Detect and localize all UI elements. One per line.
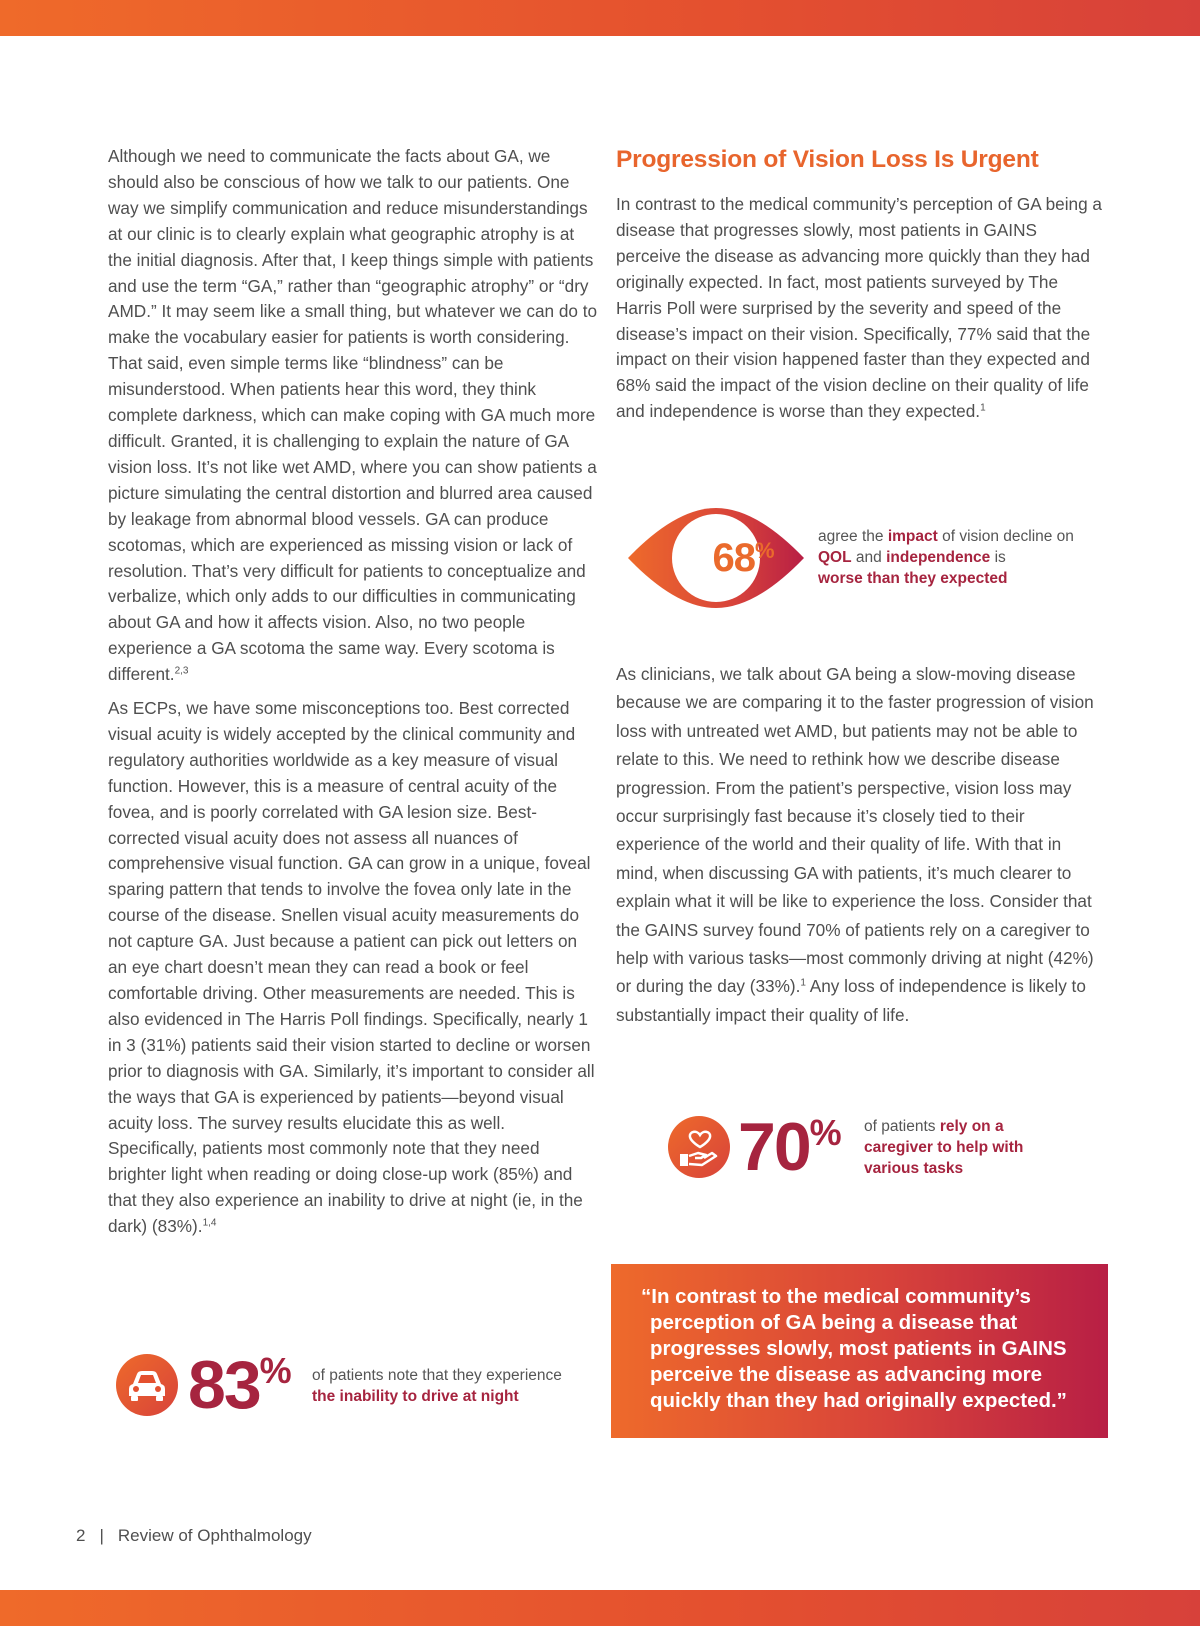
stat-83-caption: of patients note that they experience the inability to drive at night (312, 1367, 562, 1405)
right-paragraph-2: As clinicians, we talk about GA being a slow-moving disease because we are comparing it to the faster progression of vision loss with untreated wet AMD, but patients may not be able to relate to this. We need to rethink how we describe disease progression. From the patient’s perspective, vision loss may occur surprisingly fast because it’s closely tied to their experience of the world and their quality of life. With that in mind, when discussing GA with patients, it’s much clearer to explain what it will be like to experience the loss. Consider that the GAINS survey found 70% of patients rely on a caregiver to help with various tasks—most commonly driving at night (42%) or during the day (33%).$^1$ Any loss of independence is likely to substantially impact their quality of life. (616, 664, 1094, 1025)
left-column (108, 144, 598, 1248)
right-column-lower (616, 660, 1106, 1037)
publication-name: Review of Ophthalmology (117, 1526, 312, 1545)
stat-83-callout (116, 1347, 596, 1434)
page-number: 2 (76, 1526, 86, 1545)
reference-superscript: 1 (800, 977, 806, 989)
car-icon (116, 1354, 178, 1416)
reference-superscript: 1 (980, 402, 986, 414)
page-footer (76, 1526, 312, 1546)
pull-quote-text: “In contrast to the medical community’s perception of GA being a disease that progresses slowly, most patients in GAINS perceive the disease as advancing more quickly than they had originally expected.” (641, 1285, 1067, 1412)
reference-superscript: 2,3 (174, 665, 189, 677)
right-paragraph-1: In contrast to the medical community’s perception of GA being a disease that progresses slowly, most patients in GAINS perceive the disease as advancing more quickly than they had originally expected. In fact, most patients surveyed by The Harris Poll were surprised by the severity and speed of the disease’s impact on their vision. Specifically, 77% said that the impact on their vision happened faster than they expected and 68% said the impact of the vision decline on their quality of life and independence is worse than they expected.$^1$ (616, 194, 1102, 422)
stat-68-number: 68% (712, 536, 774, 580)
left-paragraph-1: Although we need to communicate the facts about GA, we should also be conscious of how we talk to our patients. One way we simplify communication and reduce misunderstandings at our clinic is to clearly explain what geographic atrophy is at the initial diagnosis. After that, I keep things simple with patients and use the term “GA,” rather than “geographic atrophy” or “dry AMD.” It may seem like a small thing, but whatever we can do to make the vocabulary easier for patients is worth considering. That said, even simple terms like “blindness” can be misunderstood. When patients hear this word, they think complete darkness, which can make coping with GA much more difficult. Granted, it is challenging to explain the nature of GA vision loss. It’s not like wet AMD, where you can show patients a picture simulating the central distortion and blurred area caused by leakage from abnormal blood vessels. GA can produce scotomas, which are experienced as missing vision or lack of resolution. That’s very difficult for patients to conceptualize and verbalize, which only adds to our difficulties in communicating about GA and how it affects vision. Also, no two people experience a GA scotoma the same way. Every scotoma is different.$^{2,3}$ (108, 146, 598, 685)
stat-70-caption: of patients rely on a caregiver to help with various tasks (864, 1118, 1024, 1177)
top-accent-bar (0, 0, 1200, 36)
right-column (616, 144, 1106, 433)
left-paragraph-2: As ECPs, we have some misconceptions too. Best corrected visual acuity is widely accepted by the clinical community and regulatory authorities worldwide as a key measure of visual function. However, this is a measure of central acuity of the fovea, and is poorly correlated with GA lesion size. Best-corrected visual acuity does not assess all nuances of comprehensive visual function. GA can grow in a unique, foveal sparing pattern that tends to involve the fovea only late in the course of the disease. Snellen visual acuity measurements do not capture GA. Just because a patient can pick out letters on an eye chart doesn’t mean they can read a book or feel comfortable driving. Other measurements are needed. This is also evidenced in The Harris Poll findings. Specifically, nearly 1 in 3 (31%) patients said their vision started to decline or worsen prior to diagnosis with GA. Similarly, it’s important to consider all the ways that GA is experienced by patients—beyond visual acuity loss. The survey results elucidate this as well. Specifically, patients most commonly note that they need brighter light when reading or doing close-up work (85%) and that they also experience an inability to drive at night (ie, in the dark) (83%).$^{1,4}$ (108, 698, 595, 1237)
pull-quote-box (611, 1264, 1108, 1438)
reference-superscript: 1,4 (202, 1217, 217, 1229)
stat-70-number: 70% (738, 1109, 840, 1185)
footer-separator: | (99, 1526, 104, 1545)
stat-68-callout (626, 506, 1096, 610)
bottom-accent-bar (0, 1590, 1200, 1626)
stat-83-number: 83% (188, 1347, 290, 1423)
stat-68-caption: agree the impact of vision decline on QOL and independence is worse than they expected (818, 528, 1074, 587)
stat-70-callout (668, 1109, 1088, 1196)
section-title: Progression of Vision Loss Is Urgent (616, 146, 1039, 173)
caregiver-heart-hand-icon (668, 1116, 730, 1178)
